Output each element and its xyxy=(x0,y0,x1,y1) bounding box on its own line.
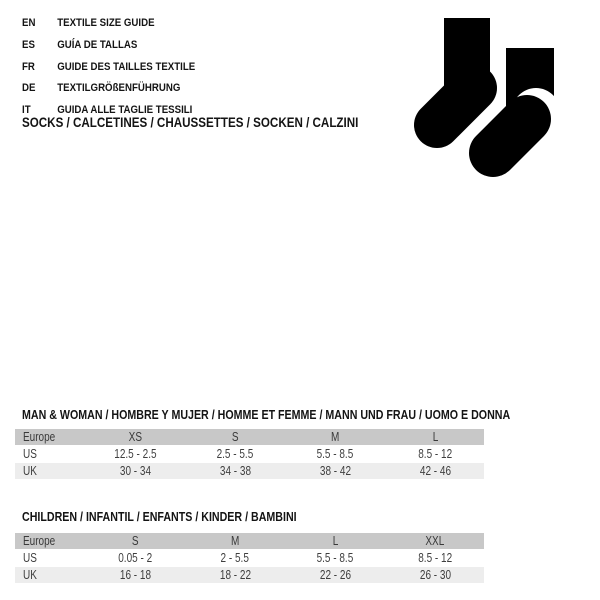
language-row-en xyxy=(22,13,195,35)
row-label: UK xyxy=(23,464,37,478)
table-cell: 38 - 42 xyxy=(319,464,351,478)
language-code: EN xyxy=(22,17,36,29)
language-label: TEXTILGRÖßENFÜHRUNG xyxy=(57,82,181,95)
table-header-cell: M xyxy=(230,534,240,548)
table-cell: 16 - 18 xyxy=(119,568,151,582)
table-cell: 12.5 - 2.5 xyxy=(113,447,157,461)
table-cell: 8.5 - 12 xyxy=(418,551,452,565)
table-cell: 8.5 - 12 xyxy=(418,447,452,461)
language-code: ES xyxy=(22,38,35,51)
table-header-row xyxy=(15,533,484,549)
table-cell: 0.05 - 2 xyxy=(118,551,152,565)
table-row-us xyxy=(15,550,484,566)
table-row-uk xyxy=(15,463,484,479)
language-label: GUÍA DE TALLAS xyxy=(57,38,138,51)
table-cell: 5.5 - 8.5 xyxy=(316,551,354,565)
table-header-cell: L xyxy=(432,430,438,444)
table-header-cell: XXL xyxy=(425,534,445,548)
table-row-uk xyxy=(15,567,484,583)
table-cell: 22 - 26 xyxy=(319,568,351,582)
table-cell: 42 - 46 xyxy=(419,464,451,478)
table-cell: 2.5 - 5.5 xyxy=(216,447,254,461)
language-row-de xyxy=(22,78,195,100)
table-cell: 30 - 34 xyxy=(119,464,151,478)
table-header-cell: L xyxy=(332,534,338,548)
row-label: US xyxy=(23,447,37,461)
table-header-cell: S xyxy=(231,430,239,444)
language-code: IT xyxy=(22,104,31,117)
language-code: FR xyxy=(22,60,35,73)
language-row-fr xyxy=(22,57,195,79)
language-code: DE xyxy=(22,82,36,95)
table-cell: 34 - 38 xyxy=(219,464,251,478)
category-title: SOCKS / CALCETINES / CHAUSSETTES / SOCKEN / CALZINI xyxy=(22,114,359,130)
children-size-table xyxy=(15,533,484,584)
table-header-cell: Europe xyxy=(23,534,56,548)
table-row-us xyxy=(15,446,484,462)
table-cell: 18 - 22 xyxy=(219,568,251,582)
table-header-cell: Europe xyxy=(23,430,56,444)
table-header-cell: XS xyxy=(128,430,142,444)
children-table-title: CHILDREN / INFANTIL / ENFANTS / KINDER / BAMBINI xyxy=(22,509,297,524)
language-label: TEXTILE SIZE GUIDE xyxy=(57,17,155,29)
row-label: UK xyxy=(23,568,37,582)
language-row-es xyxy=(22,35,195,57)
row-label: US xyxy=(23,551,37,565)
language-label: GUIDA ALLE TAGLIE TESSILI xyxy=(57,104,193,117)
language-list xyxy=(22,13,219,122)
table-cell: 5.5 - 8.5 xyxy=(316,447,354,461)
table-cell: 26 - 30 xyxy=(419,568,451,582)
socks-icon xyxy=(400,0,600,200)
table-header-cell: M xyxy=(330,430,340,444)
language-label: GUIDE DES TAILLES TEXTILE xyxy=(57,60,196,73)
man-woman-size-table xyxy=(15,429,484,480)
table-header-row xyxy=(15,429,484,445)
man-woman-table-title: MAN & WOMAN / HOMBRE Y MUJER / HOMME ET FEMME / MANN UND FRAU / UOMO E DONNA xyxy=(22,407,511,422)
table-cell: 2 - 5.5 xyxy=(220,551,250,565)
table-header-cell: S xyxy=(131,534,139,548)
sock-left xyxy=(437,18,508,125)
